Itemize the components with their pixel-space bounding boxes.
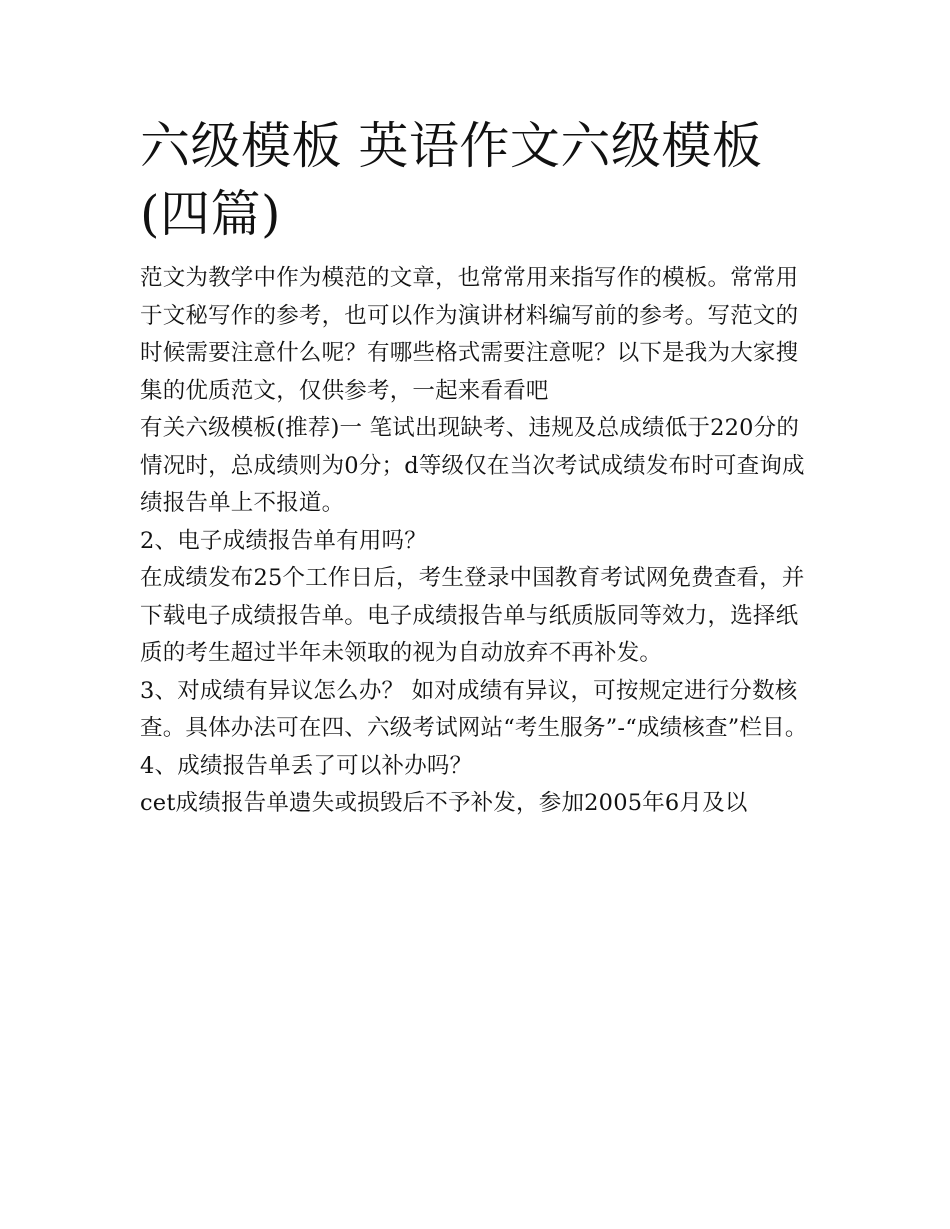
paragraph-report-loss: cet成绩报告单遗失或损毁后不予补发，参加2005年6月及以 [140, 790, 748, 816]
document-page [140, 112, 820, 823]
question-electronic-report: 2、电子成绩报告单有用吗？ [140, 527, 427, 554]
intro-paragraph: 范文为教学中作为模范的文章，也常常用来指写作的模板。常常用于文秘写作的参考，也可以作为演讲材料编写前的参考。写范文的时候需要注意什么呢？有哪些格式需要注意呢？以下是我为大家搜集的优质范文，仅供参考，一起来看看吧 [140, 265, 799, 404]
document-title: 六级模板 英语作文六级模板(四篇) [140, 117, 763, 243]
paragraph-score-rules: 有关六级模板(推荐)一 笔试出现缺考、违规及总成绩低于220分的情况时，总成绩则为0分；d等级仅在当次考试成绩发布时可查询成绩报告单上不报道。 [140, 415, 805, 516]
question-score-dispute: 3、对成绩有异议怎么办？ 如对成绩有异议，可按规定进行分数核查。具体办法可在四、六级考试网站“考生服务”-“成绩核查”栏目。 4、成绩报告单丢了可以补办吗？ [140, 677, 808, 779]
answer-electronic-report: 在成绩发布25个工作日后，考生登录中国教育考试网免费查看，并下载电子成绩报告单。电子成绩报告单与纸质版同等效力，选择纸质的考生超过半年未领取的视为自动放弃不再补发。 [140, 565, 805, 666]
